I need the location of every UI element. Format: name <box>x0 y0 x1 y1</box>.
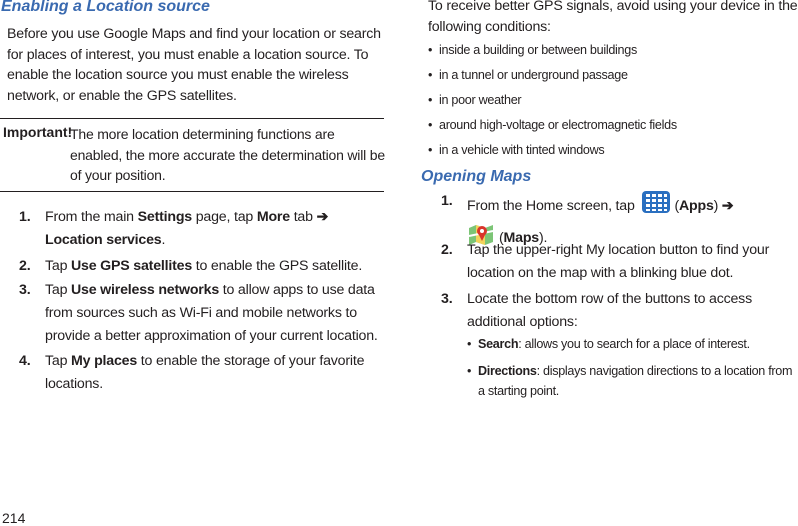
divider-bottom <box>0 191 384 192</box>
apps-grid-icon <box>641 190 671 222</box>
page-number: 214 <box>2 510 26 526</box>
enabling-intro: Before you use Google Maps and find your location or search for places of interest, you must enable a location source. To enable the location source you must enable the wireless network, or enable the GPS satellites. <box>7 26 381 104</box>
important-label: Important! <box>3 124 73 140</box>
arrow-icon: ➔ <box>721 197 734 214</box>
arrow-icon: ➔ <box>316 209 329 225</box>
section-title-enabling-location: Enabling a Location source <box>1 0 210 15</box>
gps-intro: To receive better GPS signals, avoid using your device in the following conditions: <box>428 0 798 35</box>
important-note: The more location determining functions are enabled, the more accurate the determination will be of your position. <box>70 126 385 184</box>
section-title-opening-maps: Opening Maps <box>421 168 532 185</box>
divider-top <box>0 118 384 119</box>
